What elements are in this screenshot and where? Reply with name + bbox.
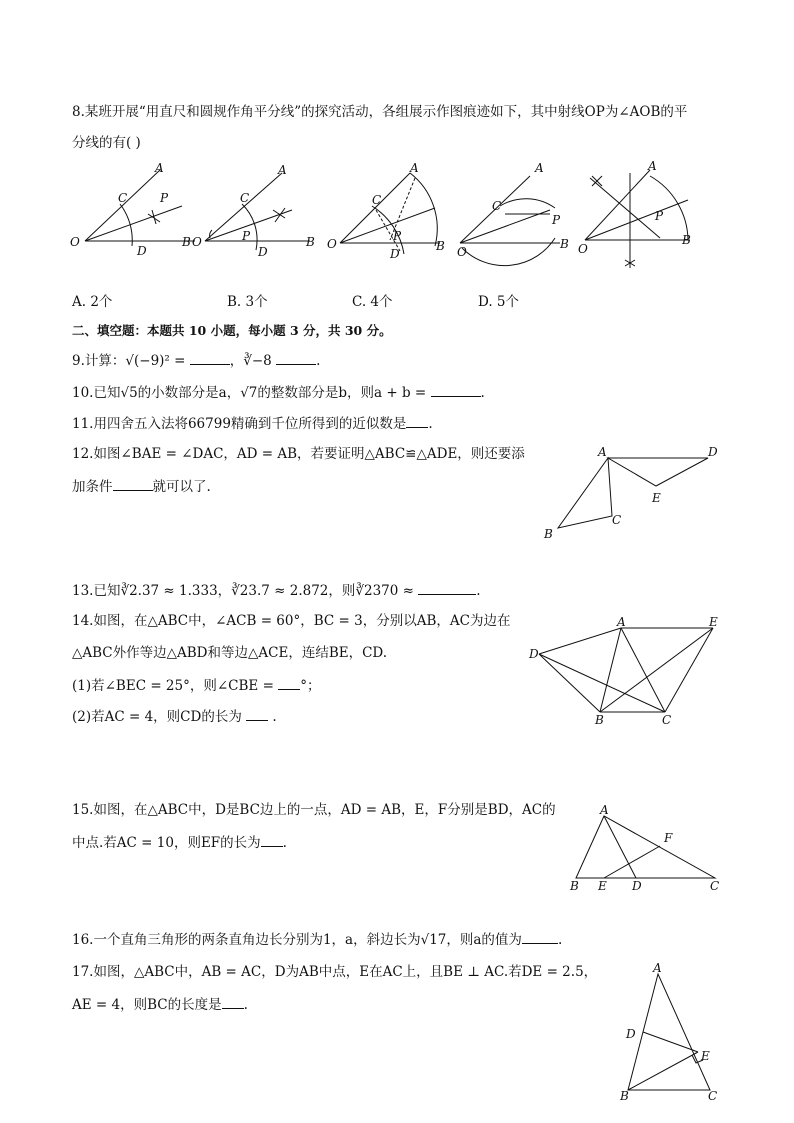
section-2-heading: 二、填空题：本题共 10 小题，每小题 3 分，共 30 分。 [72,323,392,338]
q14-blank-1[interactable] [278,675,300,690]
q12-line2 [72,476,211,497]
svg-text:C: C [240,191,250,205]
q14-line4-text: (2)若AC = 4，则CD的长为 [72,709,242,725]
q15-label-e: E [598,879,607,893]
q8-option-b: B. 3个 [227,294,268,310]
q9-end: . [316,353,321,369]
q15-label-c: C [710,879,720,893]
q15-blank[interactable] [261,832,283,847]
q13-blank[interactable] [418,580,476,595]
q14-label-c: C [662,713,672,727]
q11: 11.用四舍五入法将66799精确到千位所得到的近似数是 . [72,413,433,434]
svg-text:B: B [560,237,569,251]
q14-line4: (2)若AC = 4，则CD的长为 . [72,706,277,727]
svg-text:O: O [192,235,202,249]
svg-text:P: P [552,213,561,227]
q12-label-a: A [598,445,607,459]
svg-text:P: P [160,191,169,205]
svg-text:B: B [306,235,315,249]
svg-text:C: C [118,191,128,205]
q17-label-c: C [708,1089,718,1103]
svg-text:P: P [655,209,664,223]
svg-text:O: O [327,237,337,251]
svg-text:D: D [137,244,147,258]
svg-text:D: D [258,245,268,259]
q14-line3-text: (1)若∠BEC = 25°，则∠CBE = [72,678,274,694]
q17-label-d: D [626,1027,636,1041]
q14-label-d: D [529,647,539,661]
q16-text: 16.一个直角三角形的两条直角边长分别为1，a，斜边长为√17，则a的值为 [72,932,522,948]
q12-label-b: B [544,527,553,541]
q12-line1: 12.如图∠BAE = ∠DAC，AD = AB，若要证明△ABC≌△ADE，则还要添 [72,446,525,462]
svg-text:D: D [390,247,400,261]
svg-text:A: A [648,159,657,173]
q15-label-f: F [664,831,673,845]
svg-text:P: P [242,229,251,243]
q8-option-a: A. 2个 [72,294,113,310]
q8-line2: 分线的有( ) [72,135,141,151]
q17-line2: AE = 4，则BC的长度是 . [72,994,248,1015]
q9-pre: 9.计算： [72,353,126,369]
q9-sep: ， [229,353,244,369]
q15-line2: 中点.若AC = 10，则EF的长为 . [72,832,287,853]
q17-blank[interactable] [222,994,244,1009]
q16: 16.一个直角三角形的两条直角边长分别为1，a，斜边长为√17，则a的值为 . [72,929,562,950]
svg-text:C: C [492,199,502,213]
q17-label-b: B [620,1089,629,1103]
q8-option-c: C. 4个 [352,294,393,310]
q11-blank[interactable] [406,413,428,428]
q15-label-a: A [600,803,609,817]
q14-line3 [72,675,320,696]
q10: 10.已知√5的小数部分是a，√7的整数部分是b，则a + b = . [72,382,485,403]
q12-line2b: 就可以了. [152,479,211,495]
q12-label-d: D [708,445,718,459]
q15-figure [560,800,730,895]
q13-text: 13.已知∛2.37 ≈ 1.333，∛23.7 ≈ 2.872，则∛2370 ≈ [72,583,414,599]
q14-label-e: E [709,615,718,629]
q12-line2a: 加条件 [72,479,113,495]
q17-label-e: E [701,1049,710,1063]
q17-line2-text: AE = 4，则BC的长度是 [72,997,222,1013]
q17-line1: 17.如图，△ABC中，AB = AC，D为AB中点，E在AC上，且BE ⊥ AC.若DE = 2.5， [72,964,598,980]
q14-line1: 14.如图，在△ABC中，∠ACB = 60°，BC = 3，分别以AB，AC为边在 [72,613,511,629]
q9-blank-1[interactable] [190,350,230,365]
q10-blank[interactable] [431,382,481,397]
svg-text:P: P [393,229,402,243]
q11-text: 11.用四舍五入法将66799精确到千位所得到的近似数是 [72,416,407,432]
svg-text:A: A [155,161,164,175]
q14-blank-2[interactable] [246,706,268,721]
q9 [72,350,320,371]
q15-line1: 15.如图，在△ABC中，D是BC边上的一点，AD = AB，E，F分别是BD，AC的 [72,802,556,818]
svg-text:C: C [372,193,382,207]
q15-label-b: B [570,879,579,893]
q8-figures [60,158,720,268]
q14-line3-end: °； [300,678,321,694]
q17-figure [612,960,732,1105]
svg-text:B: B [182,235,191,249]
q8-line1: 8.某班开展“用直尺和圆规作角平分线”的探究活动，各组展示作图痕迹如下，其中射线OP为∠AOB的平 [72,104,688,120]
svg-text:O: O [578,242,588,256]
svg-text:A: A [410,161,419,175]
q12-figure [540,440,730,545]
svg-text:A: A [278,163,287,177]
svg-text:A: A [535,161,544,175]
q9-expr2: ∛−8 [243,353,272,369]
q17-label-a: A [653,961,662,975]
svg-text:O: O [457,245,467,259]
q13: 13.已知∛2.37 ≈ 1.333，∛23.7 ≈ 2.872，则∛2370 ≈ . [72,580,481,601]
q8-option-d: D. 5个 [478,294,520,310]
svg-text:B: B [682,233,691,247]
q12-label-e: E [652,491,661,505]
q12-blank[interactable] [113,476,153,491]
q14-label-a: A [617,615,626,629]
q10-text: 10.已知√5的小数部分是a，√7的整数部分是b，则a + b = [72,385,427,401]
q15-line2-text: 中点.若AC = 10，则EF的长为 [72,835,261,851]
q15-label-d: D [632,879,642,893]
q14-line2: △ABC外作等边△ABD和等边△ACE，连结BE，CD. [72,645,388,661]
q9-expr1: √(−9)² = [125,353,186,369]
q16-blank[interactable] [522,929,558,944]
q12-label-c: C [612,513,622,527]
q14-figure [525,612,725,727]
svg-text:B: B [436,239,445,253]
q9-blank-2[interactable] [276,350,316,365]
svg-text:O: O [70,235,80,249]
q14-label-b: B [595,713,604,727]
